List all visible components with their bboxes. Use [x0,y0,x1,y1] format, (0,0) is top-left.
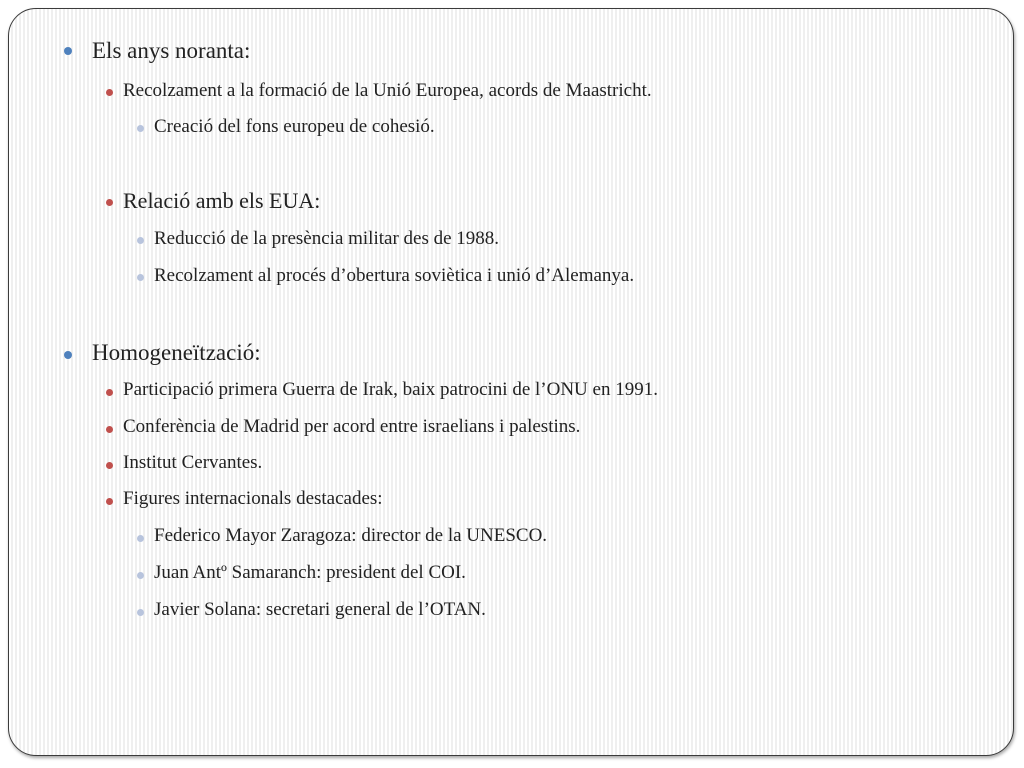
bullet-item-level2: Figures internacionals destacades: [123,488,383,509]
bullet-item-level2: Institut Cervantes. [123,452,263,473]
bullet-item-level1: Els anys noranta: [92,38,251,63]
level3-bullet-icon [137,609,144,616]
level3-bullet-icon [137,274,144,281]
level1-bullet-icon [64,351,72,359]
bullet-item-level3: Recolzament al procés d’obertura soviètica i unió d’Alemanya. [154,265,635,286]
bullet-item-level2: Recolzament a la formació de la Unió Europea, acords de Maastricht. [123,80,652,101]
level2-bullet-icon [106,89,113,96]
level2-bullet-icon [106,462,113,469]
bullet-item-level2: Conferència de Madrid per acord entre israelians i palestins. [123,416,581,437]
bullet-item-level2: Relació amb els EUA: [123,188,321,213]
bullet-item-level3: Federico Mayor Zaragoza: director de la UNESCO. [154,525,548,546]
bullet-item-level3: Creació del fons europeu de cohesió. [154,116,435,137]
level1-bullet-icon [64,47,72,55]
level3-bullet-icon [137,237,144,244]
bullet-item-level3: Reducció de la presència militar des de 1988. [154,228,500,249]
level3-bullet-icon [137,535,144,542]
level2-bullet-icon [106,426,113,433]
level2-bullet-icon [106,389,113,396]
level2-bullet-icon [106,498,113,505]
bullet-item-level1: Homogeneïtzació: [92,340,261,365]
bullet-item-level2: Participació primera Guerra de Irak, baix patrocini de l’ONU en 1991. [123,379,658,400]
bullet-item-level3: Juan Antº Samaranch: president del COI. [154,562,466,583]
bullet-item-level3: Javier Solana: secretari general de l’OTAN. [154,599,486,620]
level3-bullet-icon [137,572,144,579]
level2-bullet-icon [106,199,113,206]
level3-bullet-icon [137,125,144,132]
